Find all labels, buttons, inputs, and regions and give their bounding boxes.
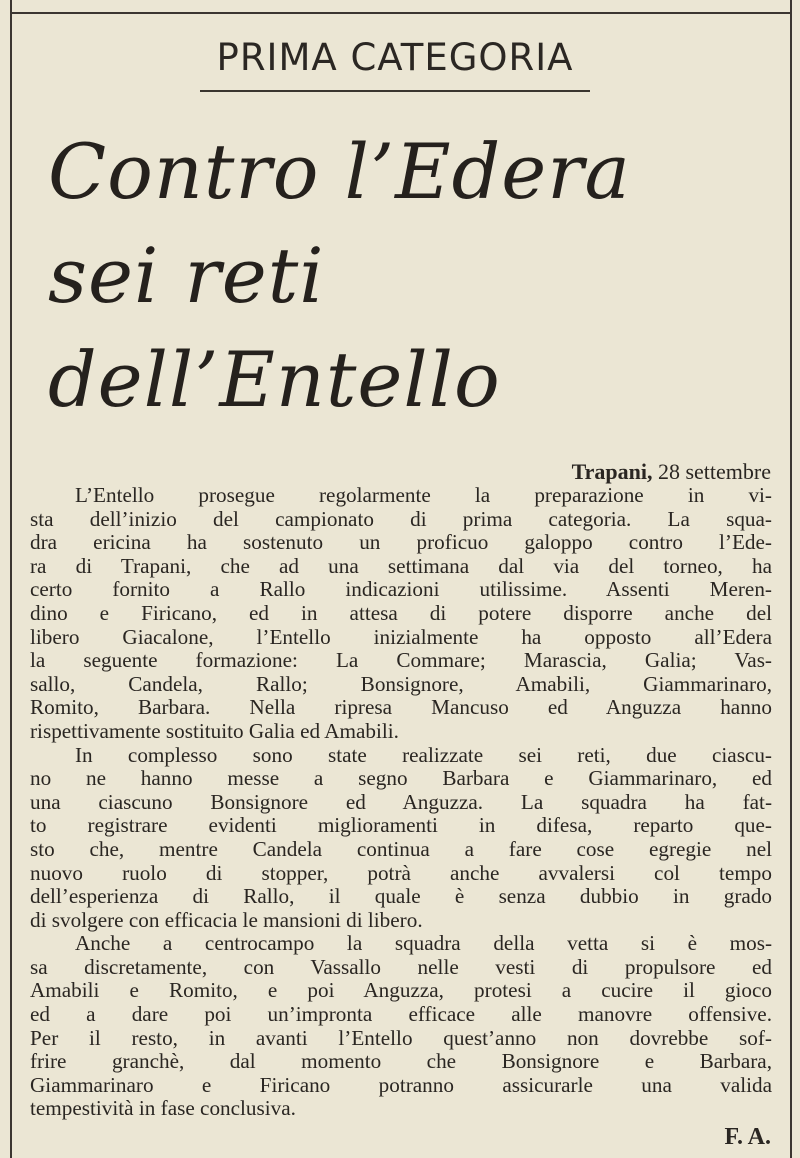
headline-line: sei reti (48, 231, 325, 320)
byline-signature: F. A. (724, 1124, 771, 1150)
article-line: rispettivamente sostituito Galia ed Amabili. (30, 718, 399, 743)
article-line: dino e Firicano, ed in attesa di potere disporre anche del (30, 600, 772, 625)
article-line: sa discretamente, con Vassallo nelle vesti di propulsore ed (30, 954, 772, 979)
article-line: Amabili e Romito, e poi Anguzza, protesi a cucire il gioco (30, 978, 772, 1003)
article-line: una ciascuno Bonsignore ed Anguzza. La squadra ha fat- (30, 789, 772, 814)
article-line: Anche a centrocampo la squadra della vetta si è mos- (75, 931, 772, 956)
article-line: sto che, mentre Candela continua a fare cose egregie nel (30, 836, 772, 861)
article-line: In complesso sono state realizzate sei reti, due ciascu- (75, 742, 772, 767)
article-line: tempestività in fase conclusiva. (30, 1096, 296, 1121)
dateline-place: Trapani, (571, 459, 653, 484)
dateline-date: 28 settembre (657, 459, 771, 484)
article-line: Per il resto, in avanti l’Entello quest’anno non dovrebbe sof- (30, 1025, 772, 1050)
article-line: no ne hanno messe a segno Barbara e Giammarinaro, ed (30, 766, 772, 791)
article-line: to registrare evidenti miglioramenti in difesa, reparto que- (30, 813, 772, 838)
article-line: libero Giacalone, l’Entello inizialmente ha opposto all’Edera (30, 624, 772, 649)
dateline (40, 460, 771, 484)
headline-line: Contro l’Edera (48, 127, 631, 216)
article-body (30, 484, 772, 1121)
article-line: la seguente formazione: La Commare; Marascia, Galia; Vas- (30, 648, 772, 673)
article-line: nuovo ruolo di stopper, potrà anche avvalersi col tempo (30, 860, 772, 885)
article-line: L’Entello prosegue regolarmente la preparazione in vi- (75, 483, 772, 507)
article-line: Romito, Barbara. Nella ripresa Mancuso ed Anguzza hanno (30, 695, 772, 720)
article-line: frire granchè, dal momento che Bonsignore e Barbara, (30, 1049, 772, 1074)
article-line: di svolgere con efficacia le mansioni di libero. (30, 907, 423, 932)
article-line: ed a dare poi un’impronta efficace alle manovre offensive. (30, 1002, 772, 1027)
article-line: sallo, Candela, Rallo; Bonsignore, Amabili, Giammarinaro, (30, 671, 772, 696)
headline-line: dell’Entello (48, 335, 501, 424)
column-rule-right (790, 0, 792, 1158)
article-line: ra di Trapani, che ad una settimana dal via del torneo, ha (30, 553, 772, 578)
column-rule-top (12, 12, 790, 14)
section-kicker: PRIMA CATEGORIA (200, 32, 590, 92)
article-line: sta dell’inizio del campionato di prima categoria. La squa- (30, 506, 772, 531)
article-line: dra ericina ha sostenuto un proficuo galoppo contro l’Ede- (30, 530, 772, 555)
article-line: dell’esperienza di Rallo, il quale è senza dubbio in grado (30, 884, 772, 909)
headline (48, 120, 783, 432)
article-line: Giammarinaro e Firicano potranno assicurarle una valida (30, 1072, 772, 1097)
article-line: certo fornito a Rallo indicazioni utilissime. Assenti Meren- (30, 577, 772, 602)
column-rule-left (10, 0, 12, 1158)
